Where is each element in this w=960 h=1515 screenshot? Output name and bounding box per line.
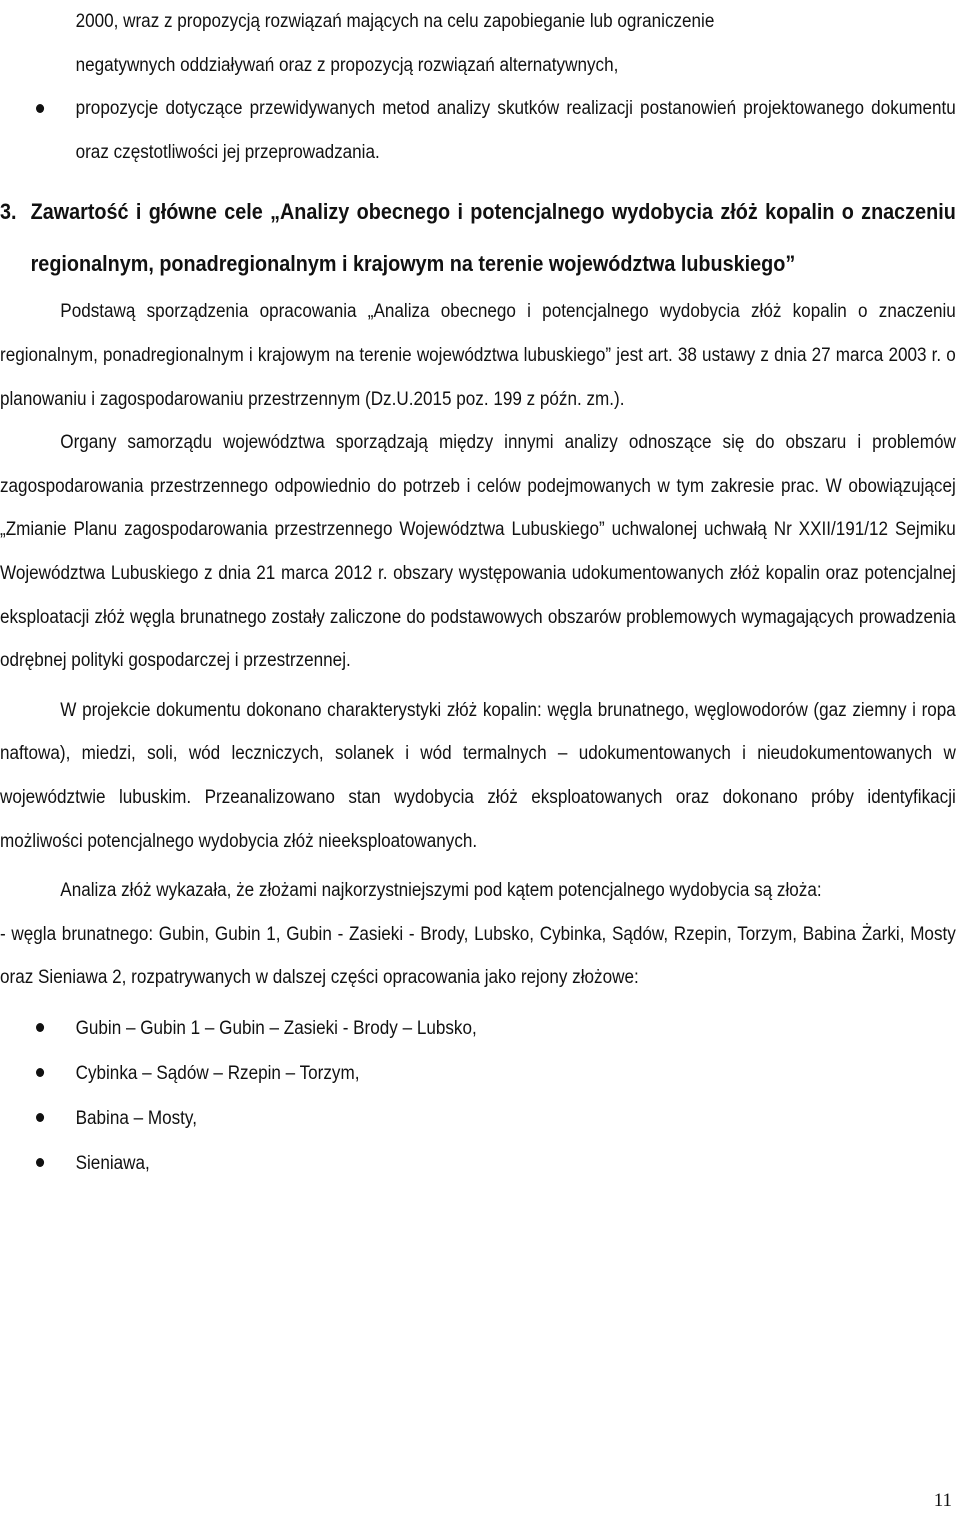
bullet-icon: [36, 1023, 44, 1032]
list-item-methods: [0, 87, 956, 174]
continuation-line-1: 2000, wraz z propozycją rozwiązań mających na celu zapobieganie lub ograniczenie: [75, 11, 715, 32]
top-bullet-list: [0, 0, 956, 174]
paragraph-legal-basis: Podstawą sporządzenia opracowania „Analiza obecnego i potencjalnego wydobycia złóż kopalin o znaczeniu regionalnym, ponadregionalnym i krajowym na terenie województwa lubuskiego” jest art. 38 ustawy z dnia 27 marca 2003 r. o planowaniu i zagospodarowaniu przestrzennym (Dz.U.2015 poz. 199 z późn. zm.).: [0, 301, 956, 410]
section-number: 3.: [0, 199, 17, 225]
section-title: Zawartość i główne cele „Analizy obecnego i potencjalnego wydobycia złóż kopalin o znaczeniu regionalnym, ponadregionalnym i krajowym na terenie województwa lubuskiego”: [30, 199, 956, 277]
continuation-line-2: negatywnych oddziaływań oraz z propozycją rozwiązań alternatywnych,: [75, 54, 619, 76]
bullet-icon: [36, 1068, 44, 1077]
list-item: Gubin – Gubin 1 – Gubin – Zasieki - Brody – Lubsko,: [0, 1006, 956, 1051]
bullet-icon: [36, 1158, 44, 1167]
list-item: Cybinka – Sądów – Rzepin – Torzym,: [0, 1051, 956, 1096]
page-number: 11: [933, 1490, 952, 1511]
paragraph-lignite: - węgla brunatnego: Gubin, Gubin 1, Gubin - Zasieki - Brody, Lubsko, Cybinka, Sądów, Rzepin, Torzym, Babina Żarki, Mosty oraz Sieniawa 2, rozpatrywanych w dalszej części opracowania jako rejony złożowe:: [0, 923, 956, 989]
deposit-region-list: [0, 1006, 956, 1186]
paragraph-regional-bodies: Organy samorządu województwa sporządzają między innymi analizy odnoszące się do obszaru i problemów zagospodarowania przestrzennego odpowiednio do potrzeb i celów podejmowanych w tym zakresie prac. W obowiązującej „Zmianie Planu zagospodarowania przestrzennego Województwa Lubuskiego” uchwalonej uchwałą Nr XXII/191/12 Sejmiku Województwa Lubuskiego z dnia 21 marca 2012 r. obszary występowania udokumentowanych złóż kopalin oraz potencjalnej eksploatacji złóż węgla brunatnego zostały zaliczone do podstawowych obszarów problemowych wymagających prowadzenia odrębnej polityki gospodarczej i przestrzennej.: [0, 432, 956, 672]
bullet-icon: [36, 104, 44, 113]
list-item: Sieniawa,: [0, 1141, 956, 1186]
paragraph-analysis-result: Analiza złóż wykazała, że złożami najkorzystniejszymi pod kątem potencjalnego wydobycia są złoża:: [60, 880, 822, 902]
paragraph-deposit-characteristics: W projekcie dokumentu dokonano charakterystyki złóż kopalin: węgla brunatnego, węglowodorów (gaz ziemny i ropa naftowa), miedzi, soli, wód leczniczych, solanek i wód termalnych – udokumentowanych i nieudokumentowanych w województwie lubuskim. Przeanalizowano stan wydobycia złóż eksploatowanych oraz dokonano próby identyfikacji możliwości potencjalnego wydobycia złóż nieeksploatowanych.: [0, 699, 956, 852]
list-item-continuation: [0, 0, 956, 87]
list-item: Babina – Mosty,: [0, 1096, 956, 1141]
section-heading: [0, 186, 956, 290]
bullet-icon: [36, 1113, 44, 1122]
list-item-text: propozycje dotyczące przewidywanych metod analizy skutków realizacji postanowień projektowanego dokumentu oraz częstotliwości jej przeprowadzania.: [75, 98, 956, 163]
